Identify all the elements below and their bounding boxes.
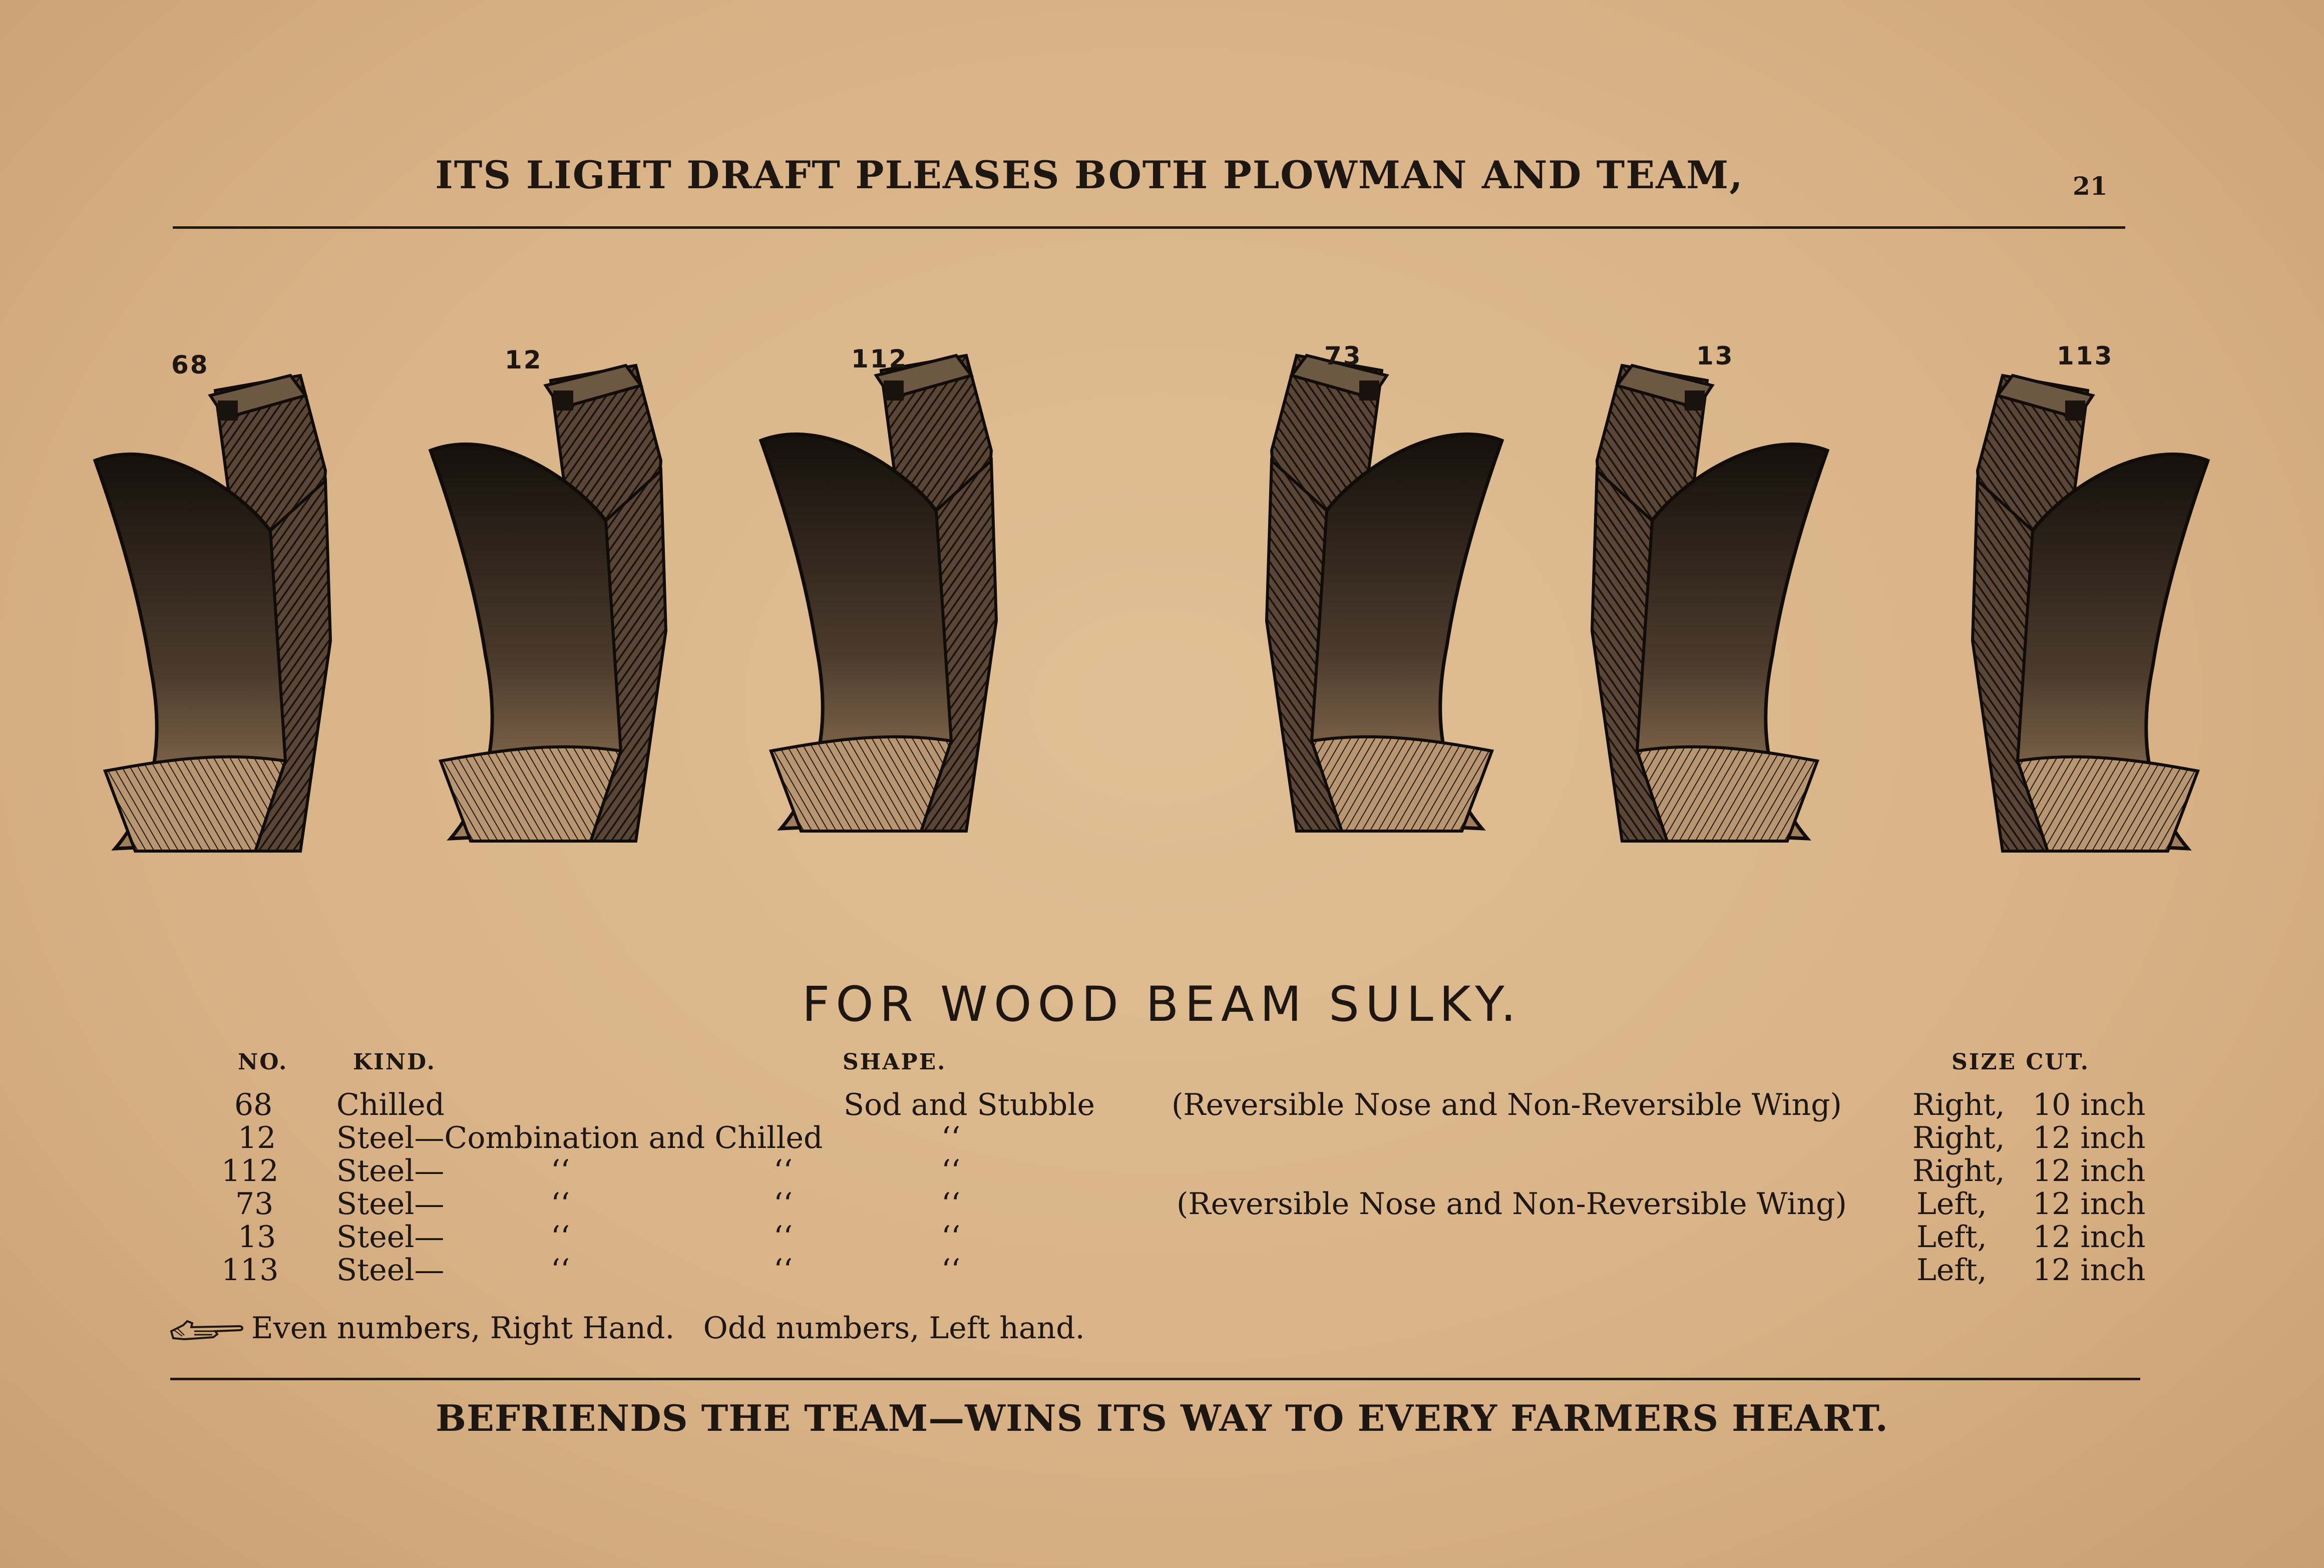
table-cell-size: 12 inch: [2033, 1253, 2146, 1288]
table-cell-no: 13: [238, 1220, 276, 1255]
column-header-shape: SHAPE.: [843, 1049, 947, 1075]
table-cell-shape: ‘‘: [941, 1153, 961, 1189]
table-cell-ditto: ‘‘: [551, 1187, 570, 1222]
table-cell-no: 12: [238, 1120, 276, 1155]
table-cell-kind: Steel—: [336, 1187, 445, 1222]
table-cell-ditto: ‘‘: [551, 1153, 570, 1189]
column-header-no: NO.: [238, 1049, 288, 1075]
table-cell-no: 73: [235, 1187, 274, 1222]
page-number: 21: [2073, 171, 2108, 201]
plow-illustration-13: [1592, 365, 1827, 841]
table-cell-size: 10 inch: [2033, 1087, 2146, 1122]
plow-label-113: 113: [2057, 341, 2114, 370]
section-subtitle: FOR WOOD BEAM SULKY.: [802, 976, 1522, 1032]
plow-illustration-73: [1267, 355, 1502, 831]
table-cell-side: Right,: [1912, 1120, 2005, 1155]
table-cell-ditto: ‘‘: [551, 1220, 570, 1255]
table-cell-side: Right,: [1912, 1087, 2005, 1122]
plow-label-112: 112: [851, 344, 908, 373]
table-cell-remark: (Reversible Nose and Non-Reversible Wing): [1172, 1087, 1842, 1122]
table-cell-ditto: ‘‘: [773, 1187, 793, 1222]
table-cell-ditto: ‘‘: [773, 1220, 793, 1255]
plow-illustration-113: [1973, 375, 2208, 851]
plow-label-13: 13: [1696, 341, 1734, 370]
plow-illustration-12: [431, 365, 666, 841]
table-cell-no: 113: [221, 1253, 279, 1288]
column-header-size-cut: SIZE CUT.: [1952, 1049, 2090, 1075]
table-cell-shape: Sod and Stubble: [844, 1087, 1095, 1122]
table-cell-ditto: ‘‘: [551, 1253, 570, 1288]
plow-illustration-68: [95, 375, 330, 851]
table-cell-size: 12 inch: [2033, 1220, 2146, 1255]
table-cell-kind: Chilled: [336, 1087, 445, 1122]
hand-note: [169, 1311, 1085, 1346]
table-cell-shape: ‘‘: [941, 1253, 961, 1288]
table-cell-shape: ‘‘: [941, 1187, 961, 1222]
table-cell-side: Left,: [1916, 1253, 1987, 1288]
table-cell-side: Left,: [1916, 1187, 1987, 1222]
table-cell-kind: Steel—: [336, 1153, 445, 1189]
table-cell-ditto: ‘‘: [773, 1253, 793, 1288]
table-cell-kind: Steel—Combination and Chilled: [336, 1120, 823, 1155]
table-cell-kind: Steel—: [336, 1253, 445, 1288]
hand-note-text: Even numbers, Right Hand. Odd numbers, Left hand.: [251, 1311, 1085, 1346]
pointing-hand-icon: [169, 1316, 244, 1344]
table-cell-size: 12 inch: [2033, 1153, 2146, 1189]
page-header-title: ITS LIGHT DRAFT PLEASES BOTH PLOWMAN AND TEAM,: [435, 153, 1744, 197]
table-cell-shape: ‘‘: [941, 1220, 961, 1255]
table-cell-no: 68: [234, 1087, 273, 1122]
table-cell-size: 12 inch: [2033, 1187, 2146, 1222]
plow-label-68: 68: [171, 350, 209, 379]
table-cell-remark: (Reversible Nose and Non-Reversible Wing): [1177, 1187, 1847, 1222]
column-header-kind: KIND.: [353, 1049, 436, 1075]
plow-label-12: 12: [505, 345, 543, 374]
footer-rule: [170, 1378, 2140, 1380]
page-footer-slogan: BEFRIENDS THE TEAM—WINS ITS WAY TO EVERY FARMERS HEART.: [436, 1397, 1888, 1439]
table-cell-side: Left,: [1916, 1220, 1987, 1255]
table-cell-shape: ‘‘: [941, 1120, 961, 1155]
plow-illustrations: [0, 270, 2324, 951]
plow-label-73: 73: [1324, 341, 1362, 370]
table-cell-no: 112: [221, 1153, 279, 1189]
table-cell-ditto: ‘‘: [773, 1153, 793, 1189]
header-rule: [173, 226, 2125, 229]
table-cell-size: 12 inch: [2033, 1120, 2146, 1155]
plow-illustration-112: [761, 355, 996, 831]
table-cell-side: Right,: [1912, 1153, 2005, 1189]
table-cell-kind: Steel—: [336, 1220, 445, 1255]
